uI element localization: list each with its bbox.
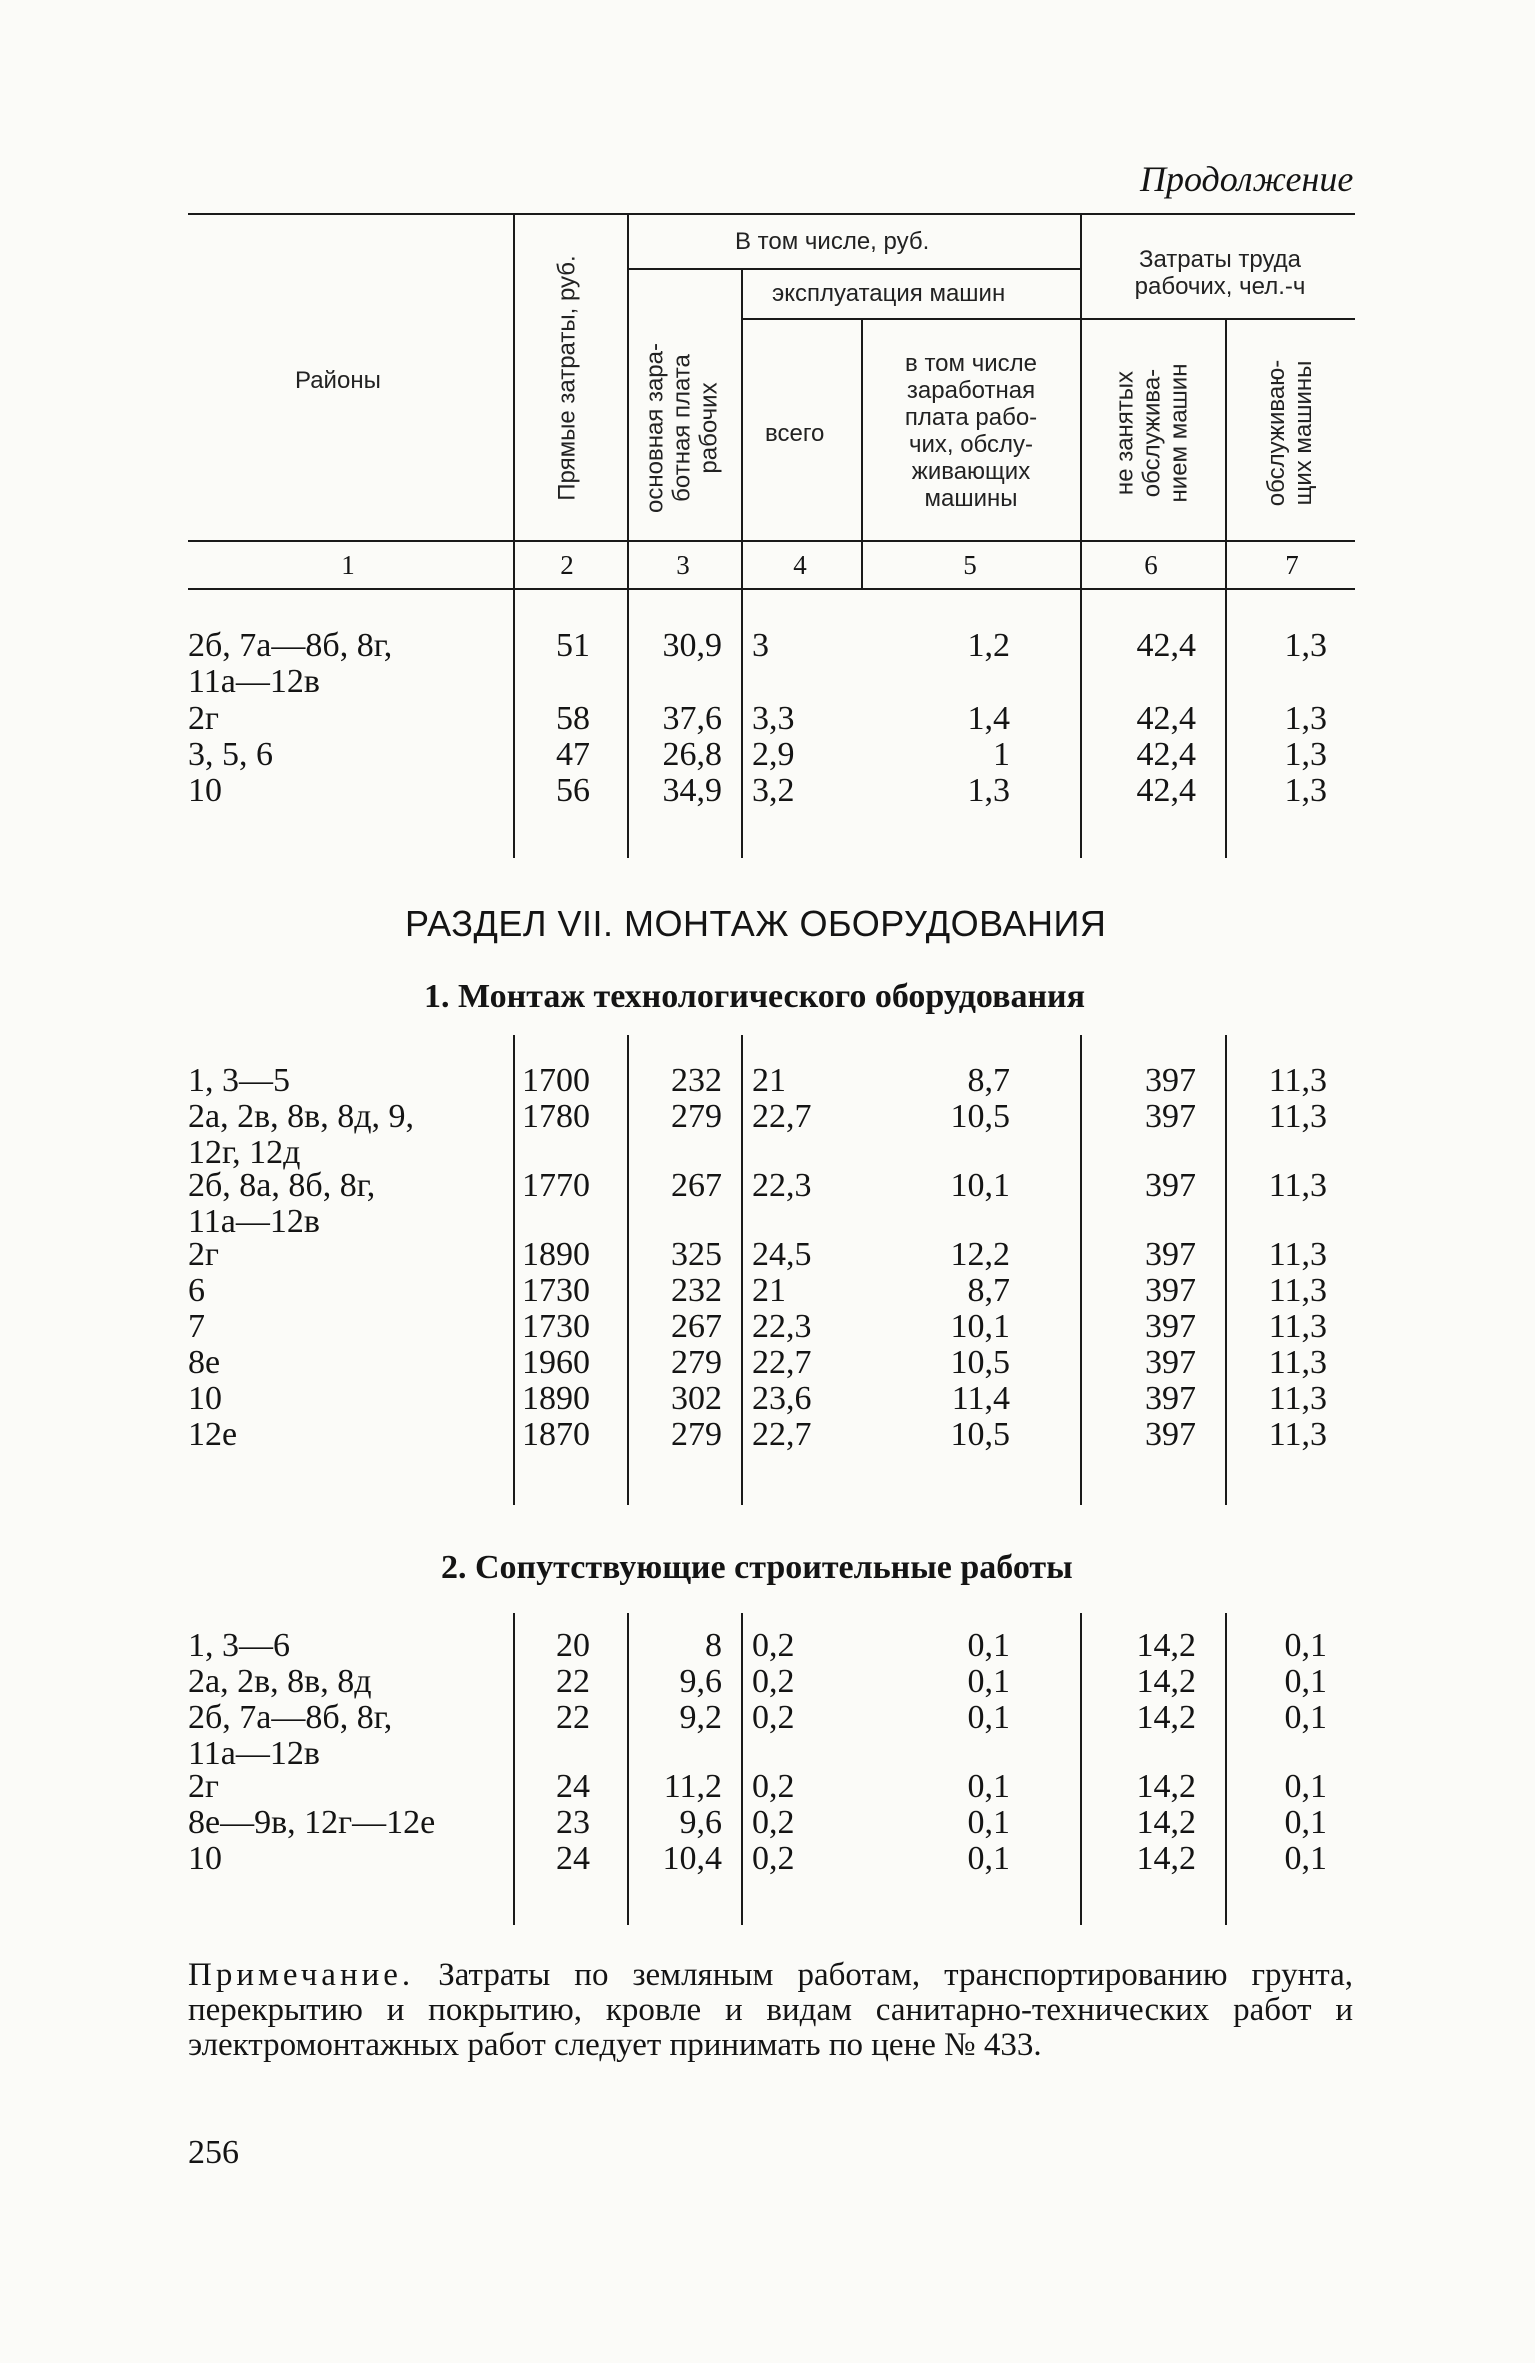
value-cell: 0,2 xyxy=(752,1699,795,1736)
subsection-2-title: 2. Сопутствующие строительные работы xyxy=(441,1549,1073,1586)
header-machine-wages-line: живающих xyxy=(911,458,1031,485)
header-labor-group xyxy=(1100,246,1340,300)
col-number: 2 xyxy=(560,550,574,580)
value-cell: 11,3 xyxy=(1268,1308,1327,1345)
header-total: всего xyxy=(765,420,825,447)
value-cell: 397 xyxy=(1145,1416,1196,1453)
value-cell: 0,1 xyxy=(1284,1663,1327,1700)
column-divider xyxy=(741,590,743,858)
district-cell: 10 xyxy=(188,1380,222,1417)
value-cell: 22,7 xyxy=(752,1344,812,1381)
note xyxy=(188,1958,1353,2063)
col-number: 3 xyxy=(676,550,690,580)
value-cell: 397 xyxy=(1145,1098,1196,1135)
value-cell: 232 xyxy=(671,1062,722,1099)
value-cell: 0,1 xyxy=(967,1840,1010,1877)
value-cell: 1,4 xyxy=(967,700,1010,737)
value-cell: 1,3 xyxy=(967,772,1010,809)
value-cell: 0,2 xyxy=(752,1768,795,1805)
labor-group-rule xyxy=(1082,318,1355,320)
value-cell: 0,1 xyxy=(967,1699,1010,1736)
district-cell: 1, 3—6 xyxy=(188,1627,290,1664)
value-cell: 14,2 xyxy=(1136,1627,1196,1664)
header-serving-line: обслуживаю- xyxy=(1263,359,1290,507)
value-cell: 22 xyxy=(556,1699,590,1736)
value-cell: 42,4 xyxy=(1136,700,1196,737)
value-cell: 0,1 xyxy=(967,1663,1010,1700)
column-divider xyxy=(1080,1035,1082,1505)
section-title: РАЗДЕЛ VII. МОНТАЖ ОБОРУДОВАНИЯ xyxy=(405,903,1107,944)
district-cell: 2г xyxy=(188,1236,219,1273)
value-cell: 34,9 xyxy=(662,772,722,809)
value-cell: 10,4 xyxy=(662,1840,722,1877)
district-cell: 2а, 2в, 8в, 8д, 9, xyxy=(188,1098,414,1135)
value-cell: 0,2 xyxy=(752,1804,795,1841)
header-vline-1 xyxy=(513,213,515,588)
value-cell: 279 xyxy=(671,1344,722,1381)
header-machine-wages-line: машины xyxy=(924,485,1018,512)
column-divider xyxy=(1225,1613,1227,1925)
value-cell: 11,3 xyxy=(1268,1416,1327,1453)
header-machine-wages-line: плата рабо- xyxy=(904,404,1038,431)
value-cell: 10,5 xyxy=(950,1344,1010,1381)
value-cell: 3,2 xyxy=(752,772,795,809)
value-cell: 1,3 xyxy=(1284,627,1327,664)
district-cell: 1, 3—5 xyxy=(188,1062,290,1099)
value-cell: 51 xyxy=(556,627,590,664)
value-cell: 42,4 xyxy=(1136,736,1196,773)
machine-op-rule xyxy=(742,318,1080,320)
value-cell: 11,3 xyxy=(1268,1236,1327,1273)
header-vline-6 xyxy=(1225,318,1227,588)
header-vline-4 xyxy=(861,318,863,588)
column-divider xyxy=(1225,590,1227,858)
value-cell: 30,9 xyxy=(662,627,722,664)
district-cell: 2б, 7а—8б, 8г, xyxy=(188,1699,393,1736)
district-cell: 7 xyxy=(188,1308,205,1345)
district-cell: 8е—9в, 12г—12е xyxy=(188,1804,436,1841)
column-divider xyxy=(1080,590,1082,858)
value-cell: 0,2 xyxy=(752,1663,795,1700)
district-cell: 12е xyxy=(188,1416,238,1453)
value-cell: 1700 xyxy=(522,1062,590,1099)
col-number: 1 xyxy=(341,550,355,580)
value-cell: 11,3 xyxy=(1268,1062,1327,1099)
col-number: 4 xyxy=(793,550,807,580)
value-cell: 0,1 xyxy=(967,1627,1010,1664)
value-cell: 1,3 xyxy=(1284,772,1327,809)
value-cell: 1730 xyxy=(522,1308,590,1345)
district-cell: 8е xyxy=(188,1344,221,1381)
district-cell: 11а—12в xyxy=(188,1203,320,1240)
header-machine-wages-line: в том числе xyxy=(905,350,1037,377)
value-cell: 22,3 xyxy=(752,1308,812,1345)
value-cell: 22 xyxy=(556,1663,590,1700)
header-vline-5 xyxy=(1080,213,1082,588)
value-cell: 11,3 xyxy=(1268,1344,1327,1381)
column-divider xyxy=(513,590,515,858)
value-cell: 397 xyxy=(1145,1308,1196,1345)
value-cell: 11,2 xyxy=(663,1768,722,1805)
value-cell: 0,1 xyxy=(1284,1804,1327,1841)
district-cell: 2б, 8а, 8б, 8г, xyxy=(188,1167,376,1204)
value-cell: 1,3 xyxy=(1284,736,1327,773)
value-cell: 9,6 xyxy=(679,1663,722,1700)
column-divider xyxy=(627,590,629,858)
col-number: 7 xyxy=(1285,550,1299,580)
value-cell: 397 xyxy=(1145,1272,1196,1309)
value-cell: 37,6 xyxy=(662,700,722,737)
value-cell: 11,3 xyxy=(1268,1380,1327,1417)
value-cell: 0,1 xyxy=(967,1804,1010,1841)
value-cell: 11,3 xyxy=(1268,1167,1327,1204)
value-cell: 0,2 xyxy=(752,1627,795,1664)
district-cell: 10 xyxy=(188,1840,222,1877)
value-cell: 232 xyxy=(671,1272,722,1309)
value-cell: 397 xyxy=(1145,1344,1196,1381)
district-cell: 11а—12в xyxy=(188,1735,320,1772)
value-cell: 42,4 xyxy=(1136,772,1196,809)
header-top-rule xyxy=(188,213,1355,215)
subsection-1-title: 1. Монтаж технологического оборудования xyxy=(424,978,1086,1015)
value-cell: 58 xyxy=(556,700,590,737)
note-label: Примечание. xyxy=(188,1957,415,1993)
header-vline-3 xyxy=(741,268,743,588)
value-cell: 20 xyxy=(556,1627,590,1664)
value-cell: 2,9 xyxy=(752,736,795,773)
header-machine-wages xyxy=(866,350,1076,512)
value-cell: 279 xyxy=(671,1416,722,1453)
value-cell: 14,2 xyxy=(1136,1804,1196,1841)
value-cell: 47 xyxy=(556,736,590,773)
header-machine-wages-line: заработная xyxy=(906,377,1036,404)
value-cell: 24 xyxy=(556,1840,590,1877)
value-cell: 24 xyxy=(556,1768,590,1805)
value-cell: 10,1 xyxy=(950,1308,1010,1345)
header-serving xyxy=(1263,360,1317,506)
incl-group-rule xyxy=(628,268,1080,270)
value-cell: 3,3 xyxy=(752,700,795,737)
value-cell: 23,6 xyxy=(752,1380,812,1417)
value-cell: 397 xyxy=(1145,1236,1196,1273)
value-cell: 325 xyxy=(671,1236,722,1273)
value-cell: 11,4 xyxy=(951,1380,1010,1417)
header-wages-line: основная зара- xyxy=(641,342,669,514)
value-cell: 0,1 xyxy=(1284,1627,1327,1664)
value-cell: 14,2 xyxy=(1136,1663,1196,1700)
value-cell: 0,1 xyxy=(1284,1840,1327,1877)
value-cell: 0,1 xyxy=(1284,1768,1327,1805)
value-cell: 23 xyxy=(556,1804,590,1841)
header-machine-wages-line: чих, обслу- xyxy=(908,431,1034,458)
value-cell: 56 xyxy=(556,772,590,809)
column-divider xyxy=(1225,1035,1227,1505)
header-districts: Районы xyxy=(295,367,381,394)
value-cell: 26,8 xyxy=(662,736,722,773)
value-cell: 8,7 xyxy=(967,1062,1010,1099)
value-cell: 10,5 xyxy=(950,1098,1010,1135)
header-vline-2 xyxy=(627,213,629,588)
value-cell: 267 xyxy=(671,1167,722,1204)
district-cell: 3, 5, 6 xyxy=(188,736,273,773)
value-cell: 11,3 xyxy=(1268,1272,1327,1309)
value-cell: 1890 xyxy=(522,1380,590,1417)
colnum-bottom-rule xyxy=(188,588,1355,590)
value-cell: 279 xyxy=(671,1098,722,1135)
header-wages-line: рабочих xyxy=(695,382,723,474)
header-wages-line: ботная плата xyxy=(668,354,696,502)
district-cell: 2а, 2в, 8в, 8д xyxy=(188,1663,372,1700)
value-cell: 1 xyxy=(993,736,1010,773)
value-cell: 9,2 xyxy=(679,1699,722,1736)
district-cell: 11а—12в xyxy=(188,663,320,700)
value-cell: 1890 xyxy=(522,1236,590,1273)
header-not-busy-line: не занятых xyxy=(1111,370,1139,496)
note-text: Затраты по земляным работам, транспортированию грунта, перекрытию и покрытию, кровле и видам санитарно-технических работ и электромонтажных работ следует принимать по цене № 433. xyxy=(188,1957,1353,2063)
value-cell: 14,2 xyxy=(1136,1768,1196,1805)
value-cell: 21 xyxy=(752,1062,786,1099)
value-cell: 24,5 xyxy=(752,1236,812,1273)
district-cell: 12г, 12д xyxy=(188,1134,301,1171)
value-cell: 267 xyxy=(671,1308,722,1345)
value-cell: 42,4 xyxy=(1136,627,1196,664)
value-cell: 302 xyxy=(671,1380,722,1417)
value-cell: 8,7 xyxy=(967,1272,1010,1309)
value-cell: 1,2 xyxy=(967,627,1010,664)
value-cell: 0,1 xyxy=(1284,1699,1327,1736)
value-cell: 0,2 xyxy=(752,1840,795,1877)
column-divider xyxy=(513,1035,515,1505)
header-labor-group-line: рабочих, чел.-ч xyxy=(1134,273,1306,300)
column-divider xyxy=(1080,1613,1082,1925)
value-cell: 22,7 xyxy=(752,1098,812,1135)
value-cell: 21 xyxy=(752,1272,786,1309)
value-cell: 1730 xyxy=(522,1272,590,1309)
header-not-busy xyxy=(1112,364,1193,503)
header-labor-group-line: Затраты труда xyxy=(1138,246,1301,273)
col-number: 6 xyxy=(1144,550,1158,580)
value-cell: 3 xyxy=(752,627,769,664)
value-cell: 8 xyxy=(705,1627,722,1664)
column-divider xyxy=(627,1035,629,1505)
header-bottom-rule xyxy=(188,540,1355,542)
district-cell: 2б, 7а—8б, 8г, xyxy=(188,627,393,664)
header-serving-line: щих машины xyxy=(1290,360,1317,506)
value-cell: 9,6 xyxy=(679,1804,722,1841)
value-cell: 397 xyxy=(1145,1380,1196,1417)
district-cell: 2г xyxy=(188,700,219,737)
value-cell: 397 xyxy=(1145,1062,1196,1099)
col-number: 5 xyxy=(963,550,977,580)
value-cell: 22,3 xyxy=(752,1167,812,1204)
value-cell: 1870 xyxy=(522,1416,590,1453)
continuation-label: Продолжение xyxy=(1140,159,1354,199)
district-cell: 2г xyxy=(188,1768,219,1805)
page-number: 256 xyxy=(188,2134,239,2171)
value-cell: 22,7 xyxy=(752,1416,812,1453)
header-direct-costs: Прямые затраты, руб. xyxy=(553,255,581,501)
value-cell: 14,2 xyxy=(1136,1699,1196,1736)
value-cell: 1,3 xyxy=(1284,700,1327,737)
header-machine-op: эксплуатация машин xyxy=(772,280,1006,307)
header-wages xyxy=(642,343,723,513)
value-cell: 11,3 xyxy=(1268,1098,1327,1135)
value-cell: 14,2 xyxy=(1136,1840,1196,1877)
header-incl-group: В том числе, руб. xyxy=(735,228,930,255)
value-cell: 1960 xyxy=(522,1344,590,1381)
value-cell: 397 xyxy=(1145,1167,1196,1204)
value-cell: 12,2 xyxy=(950,1236,1010,1273)
value-cell: 1770 xyxy=(522,1167,590,1204)
district-cell: 6 xyxy=(188,1272,205,1309)
value-cell: 0,1 xyxy=(967,1768,1010,1805)
column-divider xyxy=(741,1613,743,1925)
header-not-busy-line: нием машин xyxy=(1165,363,1193,503)
column-divider xyxy=(741,1035,743,1505)
column-divider xyxy=(627,1613,629,1925)
value-cell: 10,5 xyxy=(950,1416,1010,1453)
value-cell: 1780 xyxy=(522,1098,590,1135)
district-cell: 10 xyxy=(188,772,222,809)
column-divider xyxy=(513,1613,515,1925)
value-cell: 10,1 xyxy=(950,1167,1010,1204)
header-not-busy-line: обслужива- xyxy=(1138,368,1166,498)
